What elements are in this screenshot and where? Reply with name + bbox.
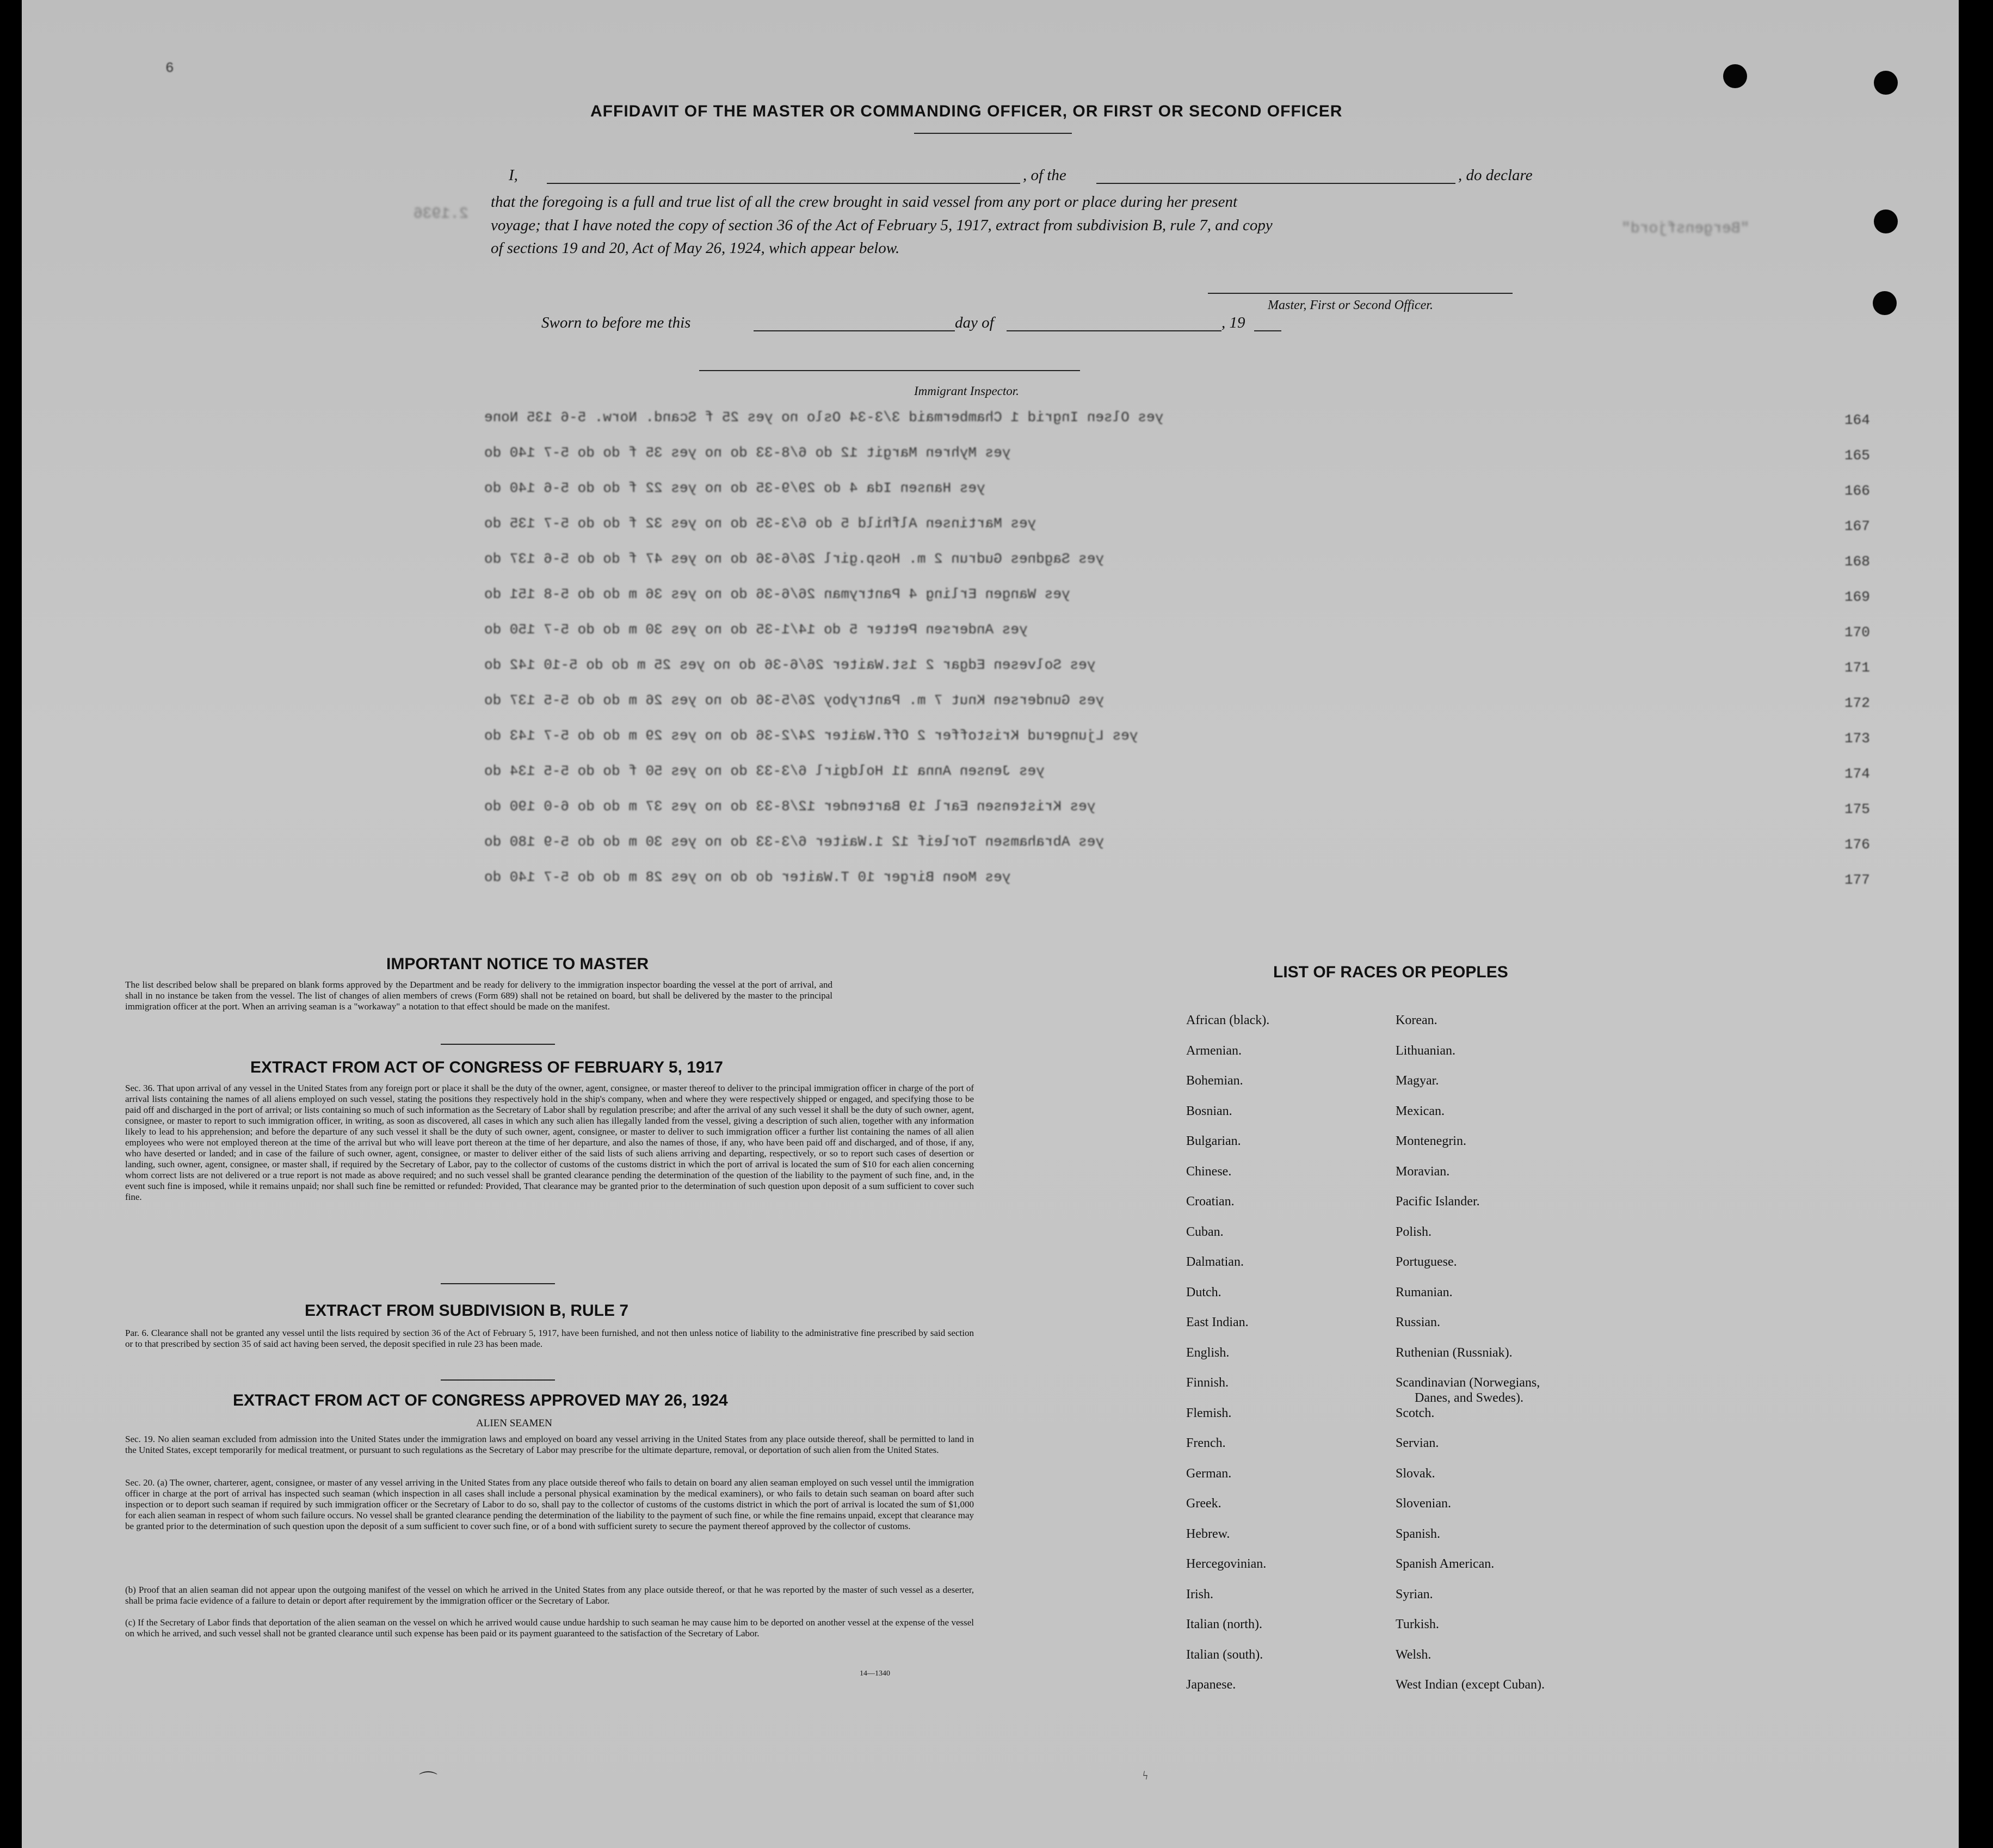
sec20c-text: (c) If the Secretary of Labor finds that deportation of the alien seaman on the vessel on which he arrived would cause undue hardship to such seaman he may cause him to be deported on another vessel at the expense of the vessel on which he arrived, and such vessel shall not be granted clearance until such expense has been paid or its payment guaranteed to the satisfaction of the Secretary of Labor. <box>125 1617 974 1638</box>
affidavit-line3: voyage; that I have noted the copy of section 36 of the Act of February 5, 1917, extract from subdivision B, rule 7, and copy <box>491 217 1273 234</box>
affidavit-line2: that the foregoing is a full and true list of all the crew brought in said vessel from any port or place during her present <box>491 193 1238 211</box>
bleed-row-number: 171 <box>1844 660 1870 676</box>
race-item: Cuban. <box>1186 1224 1224 1239</box>
of-the-label: , of the <box>1023 167 1066 184</box>
race-item: Spanish. <box>1396 1526 1441 1541</box>
affidavit-title: AFFIDAVIT OF THE MASTER OR COMMANDING OFFICER, OR FIRST OR SECOND OFFICER <box>590 102 1343 120</box>
bleed-row: yes Hansen Ida 4 do 29/9-35 do no yes 22 f do do 5-6 140 do <box>484 480 985 496</box>
extract-1917-text: Sec. 36. That upon arrival of any vessel in the United States from any foreign port or place it shall be the duty of the owner, agent, consignee, or master thereof to deliver to the principal immigration officer in charge of the port of arrival lists containing the names of all aliens employed on such vessel, stating the positions they respectively hold in the ship's company, when and where they were respectively shipped or engaged, and specifying those to be paid off and discharged in the port of arrival; or lists containing so much of such information as the Secretary of Labor shall by regulation prescribe; and after the arrival of any such vessel it shall be the duty of such owner, agent, consignee, or master to report to such immigration officer, in writing, as soon as discovered, all cases in which any such alien has illegally landed from the vessel, giving a description of such alien, together with any information likely to lead to his apprehension; and before the departure of any such vessel it shall be the duty of such owner, agent, consignee, or master to deliver to such immigration officer a further list containing the names of all alien employees who were not employed thereon at the time of the arrival but who will leave port thereon at the time of her departure, and also the names of those, if any, who have been paid off and discharged, and of those, if any, who have deserted or landed; and in case of the failure of such owner, agent, consignee, or master to deliver either of the said lists of such aliens arriving and departing, respectively, or so to report such cases of desertion or landing, such owner, agent, consignee, or master shall, if required by the Secretary of Labor, pay to the collector of customs of the customs district in which the port of arrival is located the sum of $10 for each alien concerning whom correct lists are not delivered or a true report is not made as above required; and no such vessel shall be granted clearance pending the determination of the question of the liability to the payment of such fine, and, in the event such fine is imposed, while it remains unpaid; nor shall such fine be remitted or refunded: Provided, That clearance may be granted prior to the determination of such question upon deposit of a sum sufficient to cover such fine. <box>125 1083 974 1202</box>
race-item: Dalmatian. <box>1186 1255 1244 1269</box>
bleed-row-number: 170 <box>1844 624 1870 640</box>
race-item: French. <box>1186 1436 1226 1450</box>
race-item: English. <box>1186 1345 1230 1360</box>
race-item: Welsh. <box>1396 1647 1431 1662</box>
bleed-row-number: 175 <box>1844 801 1870 817</box>
vessel-blank <box>1096 183 1455 184</box>
bleed-row-number: 172 <box>1844 695 1870 711</box>
race-item: Irish. <box>1186 1587 1213 1601</box>
race-item: Greek. <box>1186 1496 1221 1511</box>
corner-mark: 6 <box>165 60 174 76</box>
inspector-label: Immigrant Inspector. <box>914 384 1019 398</box>
race-item: Bulgarian. <box>1186 1134 1241 1148</box>
day-of-label: day of <box>955 314 994 331</box>
alien-seamen-subheading: ALIEN SEAMEN <box>476 1418 552 1429</box>
ghost-stamp-date: 2.1936 <box>414 206 468 223</box>
race-item: Magyar. <box>1396 1074 1439 1088</box>
race-item: Pacific Islander. <box>1396 1194 1480 1209</box>
bleed-row: yes Sagdnes Gudrun 2 m. Hosp.girl 26/6-36 do no yes 47 f do do 5-6 137 do <box>484 551 1104 567</box>
year-label: , 19 <box>1221 314 1245 331</box>
race-item: Syrian. <box>1396 1587 1433 1601</box>
race-item: German. <box>1186 1466 1232 1481</box>
bleed-row: yes Solvesen Edgar 2 1st.Waiter 26/6-36 do no yes 25 m do do 5-10 142 do <box>484 657 1096 673</box>
bleed-row: yes Olsen Ingrid 1 Chambermaid 3/3-34 Oslo no yes 25 f Scand. Norw. 5-6 135 None <box>484 409 1164 426</box>
race-item: Servian. <box>1396 1436 1439 1450</box>
race-item: Chinese. <box>1186 1164 1232 1179</box>
race-item: Slovenian. <box>1396 1496 1451 1511</box>
sec20b-text: (b) Proof that an alien seaman did not appear upon the outgoing manifest of the vessel on which he arrived in the United States from any place outside thereof, or that he was reported by the master of such vessel as a deserter, shall be prima facie evidence of a failure to detain or deport after requirement by the immigration officer or the Secretary of Labor. <box>125 1585 974 1606</box>
bleed-row: yes Wangen Erling 4 Pantryman 26/6-36 do no yes 36 m do do 5-8 151 do <box>484 586 1070 602</box>
bleed-row-number: 174 <box>1844 766 1870 782</box>
bleed-row-number: 177 <box>1844 872 1870 888</box>
year-blank <box>1254 330 1281 331</box>
race-item: Korean. <box>1396 1013 1437 1027</box>
form-number: 14—1340 <box>860 1670 890 1678</box>
extract-1924-heading: EXTRACT FROM ACT OF CONGRESS APPROVED MAY 26, 1924 <box>233 1391 728 1409</box>
signature-line <box>1208 293 1513 294</box>
signature-label: Master, First or Second Officer. <box>1268 298 1433 312</box>
bleed-row: yes Gundersen Knut 7 m. Pantryboy 26/5-36 do no yes 26 m do do 5-5 137 do <box>484 692 1104 709</box>
bleed-row-number: 164 <box>1844 412 1870 428</box>
race-item: Armenian. <box>1186 1043 1242 1058</box>
bleed-row: yes Moen Birger 10 T.Waiter do do no yes 28 m do do 5-7 140 do <box>484 869 1011 885</box>
i-label: I, <box>509 167 518 184</box>
sec19-text: Sec. 19. No alien seaman excluded from admission into the United States under the immigration laws and employed on board any vessel arriving in the United States from any place outside thereof, shall be permitted to land in the United States, except temporarily for medical treatment, or pursuant to such regulations as the Secretary of Labor may prescribe for the ultimate departure, removal, or deportation of such alien from the United States. <box>125 1434 974 1455</box>
extract-1917-heading: EXTRACT FROM ACT OF CONGRESS OF FEBRUARY 5, 1917 <box>250 1058 723 1076</box>
bleed-row-number: 167 <box>1844 518 1870 534</box>
race-item: East Indian. <box>1186 1315 1249 1329</box>
inspector-line <box>699 370 1080 371</box>
race-item: Polish. <box>1396 1224 1432 1239</box>
punch-hole <box>1723 64 1747 88</box>
race-item: Spanish American. <box>1396 1557 1495 1571</box>
bleed-row-number: 173 <box>1844 730 1870 747</box>
race-item: Bosnian. <box>1186 1104 1232 1118</box>
affidavit-line4: of sections 19 and 20, Act of May 26, 1924, which appear below. <box>491 239 900 257</box>
race-item: African (black). <box>1186 1013 1270 1027</box>
sworn-month-blank <box>1007 330 1221 331</box>
pencil-mark: ⌒ <box>419 1771 437 1791</box>
sec20a-text: Sec. 20. (a) The owner, charterer, agent, consignee, or master of any vessel arriving in the United States from any place outside thereof who fails to detain on board any alien seaman employed on such vessel until the immigration officer in charge at the port of arrival has inspected such seaman (which inspection in all cases shall include a personal physical examination by the medical examiners), or who fails to detain such seaman on board after such inspection or to deport such seaman if required by such immigration officer or the Secretary of Labor to do so, shall pay to the collector of customs of the customs district in which the port of arrival is located the sum of $1,000 for each alien seaman in respect of whom such failure occurs. No vessel shall be granted clearance pending the determination of the liability to the payment of such fine, or while the fine remains unpaid, except that clearance may be granted prior to the determination of such question upon the deposit of a sum sufficient to cover such fine, or of a bond with sufficient surety to secure the payment thereof approved by the collector of customs. <box>125 1477 974 1531</box>
race-item: Rumanian. <box>1396 1285 1453 1299</box>
race-item: Slovak. <box>1396 1466 1435 1481</box>
bleed-row: yes Jensen Anna 11 Holdgirl 6/3-33 do no yes 50 f do do 5-5 134 do <box>484 763 1045 779</box>
race-item: Scandinavian (Norwegians, <box>1396 1376 1540 1390</box>
manifest-page <box>22 0 1959 1848</box>
race-item: Turkish. <box>1396 1617 1439 1631</box>
race-item: Russian. <box>1396 1315 1441 1329</box>
bleed-row: yes Ljungerud Kristoffer 2 Off.Waiter 24/2-36 do no yes 29 m do do 5-7 143 do <box>484 728 1138 744</box>
punch-hole <box>1873 291 1897 315</box>
races-heading: LIST OF RACES OR PEOPLES <box>1273 963 1508 981</box>
bleed-row-number: 176 <box>1844 836 1870 853</box>
bleed-row: yes Myhren Margit 12 do 6/8-33 do no yes 35 f do do 5-7 140 do <box>484 445 1011 461</box>
do-declare-label: , do declare <box>1458 167 1533 184</box>
notice-heading: IMPORTANT NOTICE TO MASTER <box>386 955 649 973</box>
race-item: Flemish. <box>1186 1406 1232 1420</box>
race-item: Montenegrin. <box>1396 1134 1466 1148</box>
sworn-label: Sworn to before me this <box>541 314 691 331</box>
bleed-row: yes Abrahamsen Torleif 12 1.Waiter 6/3-33 do no yes 30 m do do 5-9 180 do <box>484 834 1104 850</box>
race-item: Ruthenian (Russniak). <box>1396 1345 1513 1360</box>
race-item: West Indian (except Cuban). <box>1396 1678 1545 1692</box>
rule7-heading: EXTRACT FROM SUBDIVISION B, RULE 7 <box>305 1302 629 1320</box>
race-item: Portuguese. <box>1396 1255 1457 1269</box>
notice-text: The list described below shall be prepared on blank forms approved by the Department and be ready for delivery to the immigration inspector boarding the vessel at the port of arrival, and shall in no instance be taken from the vessel. The list of changes of alien members of crews (Form 689) shall not be retained on board, but shall be delivered by the master to the principal immigration officer at the port. When an arriving seaman is a "workaway" a notation to that effect should be made on the manifest. <box>125 980 832 1012</box>
race-item: Bohemian. <box>1186 1074 1243 1088</box>
bleed-row-number: 165 <box>1844 447 1870 464</box>
bleed-row: yes Kristensen Earl 19 Bartender 12/8-33 do no yes 37 m do do 6-0 190 do <box>484 798 1096 815</box>
rule7-text: Par. 6. Clearance shall not be granted any vessel until the lists required by section 36 of the Act of February 5, 1917, have been furnished, and not then unless notice of liability to the administrative fine prescribed by said section or to that prescribed by section 35 of said act having been served, the deposit specified in rule 23 has been made. <box>125 1328 974 1349</box>
race-item: Moravian. <box>1396 1164 1450 1179</box>
bleed-row-number: 166 <box>1844 483 1870 499</box>
name-blank <box>547 183 1020 184</box>
bleed-row: yes Andersen Petter 5 do 14/1-35 do no yes 30 m do do 5-7 150 do <box>484 621 1028 638</box>
bleed-row: yes Martinsen Alfhild 5 do 6/3-35 do no yes 32 f do do 5-7 135 do <box>484 515 1036 532</box>
race-item: Danes, and Swedes). <box>1415 1391 1523 1405</box>
race-item: Scotch. <box>1396 1406 1435 1420</box>
race-item: Croatian. <box>1186 1194 1235 1209</box>
race-item: Japanese. <box>1186 1678 1236 1692</box>
bleed-row-number: 169 <box>1844 589 1870 605</box>
ghost-stamp-vessel: "Bergensfjord" <box>1621 220 1750 237</box>
sworn-day-blank <box>754 330 955 331</box>
punch-hole <box>1874 210 1898 233</box>
punch-hole <box>1874 71 1898 95</box>
race-item: Mexican. <box>1396 1104 1445 1118</box>
race-item: Hercegovinian. <box>1186 1557 1267 1571</box>
race-item: Italian (north). <box>1186 1617 1262 1631</box>
race-item: Italian (south). <box>1186 1647 1263 1662</box>
race-item: Dutch. <box>1186 1285 1221 1299</box>
bleed-row-number: 168 <box>1844 553 1870 570</box>
race-item: Finnish. <box>1186 1376 1229 1390</box>
race-item: Hebrew. <box>1186 1526 1230 1541</box>
race-item: Lithuanian. <box>1396 1043 1455 1058</box>
pencil-mark: ϟ <box>1143 1769 1148 1782</box>
